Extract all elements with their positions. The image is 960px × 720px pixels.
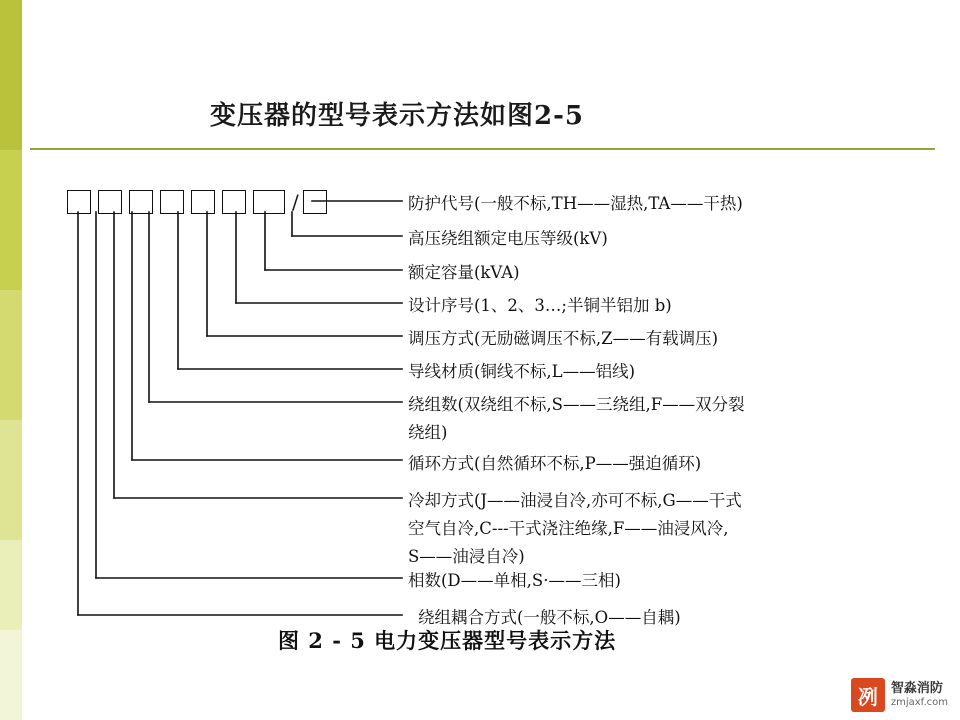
label-hv-winding-voltage: 高压绕组额定电压等级(kV) [408, 229, 608, 248]
label-winding-coupling: 绕组耦合方式(一般不标,O——自耦) [418, 608, 681, 627]
label-protection-code: 防护代号(一般不标,TH——湿热,TA——干热) [408, 194, 743, 213]
page-title: 变压器的型号表示方法如图2-5 [210, 101, 584, 131]
watermark-site: zmjaxf.com [890, 696, 948, 708]
left-bar-segment [0, 150, 22, 290]
transformer-model-diagram [22, 160, 960, 680]
watermark-logo-glyph: 冽 [857, 684, 878, 709]
watermark [851, 678, 948, 712]
label-rated-capacity: 额定容量(kVA) [408, 263, 520, 282]
title-divider [30, 148, 935, 150]
label-circulation-mode: 循环方式(自然循环不标,P——强迫循环) [408, 454, 702, 473]
label-winding-count: 绕组数(双绕组不标,S——三绕组,F——双分裂 [408, 395, 745, 414]
left-bar-segment [0, 540, 22, 630]
left-bar-segment [0, 290, 22, 420]
label-cooling-mode: 冷却方式(J——油浸自冷,亦可不标,G——干式 [408, 491, 742, 510]
left-bar-segment [0, 420, 22, 540]
decorative-left-bar [0, 0, 22, 720]
label-cooling-mode-line2: 空气自冷,C---干式浇注绝缘,F——油浸风冷, [408, 519, 729, 538]
watermark-name: 智淼消防 [890, 680, 943, 696]
label-winding-count-line2: 绕组) [408, 423, 448, 442]
label-conductor-material: 导线材质(铜线不标,L——铝线) [408, 362, 636, 381]
watermark-logo-icon [851, 678, 885, 712]
left-bar-segment [0, 0, 22, 150]
left-bar-segment [0, 630, 22, 720]
label-design-sequence: 设计序号(1、2、3…;半铜半铝加 b) [408, 296, 672, 315]
label-phase-count: 相数(D——单相,S·——三相) [408, 571, 621, 590]
figure-caption: 图 2 - 5 电力变压器型号表示方法 [278, 628, 617, 653]
label-voltage-regulation: 调压方式(无励磁调压不标,Z——有载调压) [408, 329, 719, 348]
code-separator: / [292, 190, 299, 214]
watermark-text [891, 682, 948, 708]
label-cooling-mode-line3: S——油浸自冷) [408, 547, 525, 566]
